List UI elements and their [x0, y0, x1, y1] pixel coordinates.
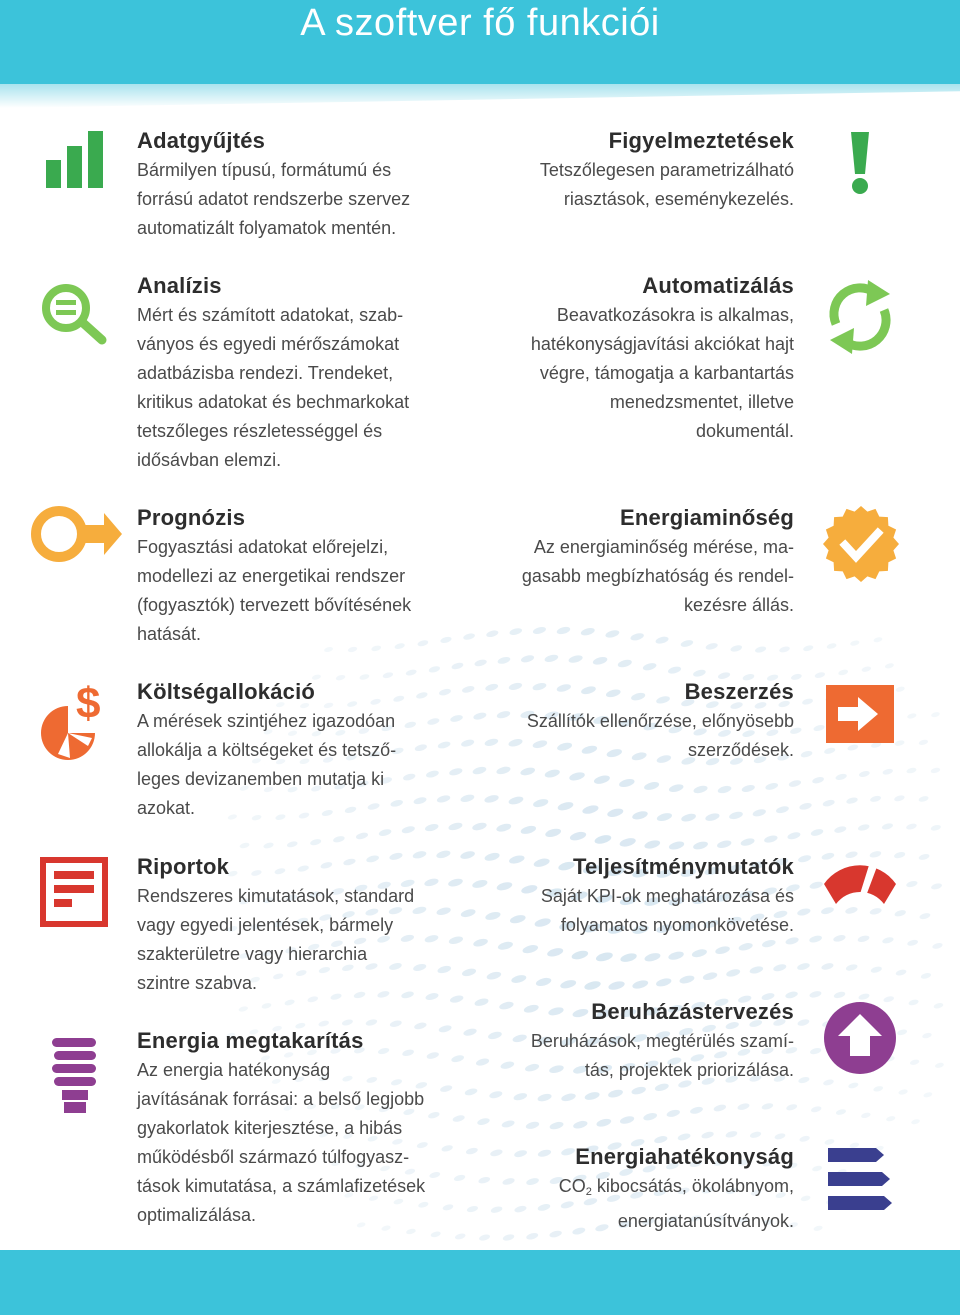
feature-title: Energiaminőség — [620, 505, 794, 530]
page-title: A szoftver fő funkciói — [300, 2, 660, 44]
header-banner-shadow — [0, 84, 960, 108]
forecast-arrow-icon — [28, 503, 124, 565]
feature-beruhazastervezes — [450, 997, 794, 1085]
quality-badge-check-icon — [822, 505, 900, 583]
feature-title: Energiahatékonyság — [575, 1144, 794, 1169]
feature-automatizalas — [450, 271, 794, 446]
refresh-cycle-icon — [822, 278, 898, 356]
feature-title: Energia megtakarítás — [137, 1028, 364, 1053]
feature-text: Mért és számított adatokat, szab- ványos és egyedi mérőszámokat adatbázisba rendezi. Trendeket, kritikus adatokat és bechmarkokat tetszőleges részletességgel és idősávban elemzi. — [137, 305, 410, 470]
feature-title: Prognózis — [137, 505, 246, 530]
magnifier-icon — [40, 282, 108, 346]
feature-text: Saját KPI-ok meghatározása és folyamatos nyomonkövetése. — [540, 886, 794, 935]
feature-text: Szállítók ellenőrzése, előnyösebb szerződések. — [526, 711, 794, 760]
feature-beszerzes — [450, 677, 794, 765]
upload-arrow-circle-icon — [822, 1000, 898, 1076]
feature-text: Az energia hatékonyság javításának forrásai: a belső legjobb gyakorlatok kiterjesztése, a hibás működésből származó túlfogyasz- tások kimutatása, a számlafizetések optimalizálása. — [137, 1060, 426, 1225]
gauge-icon — [820, 858, 900, 906]
report-document-icon — [40, 857, 108, 927]
feature-text: Bármilyen típusú, formátumú és forrású adatot rendszerbe szervez automatizált folyamatok mentén. — [137, 160, 411, 238]
feature-prognozis — [137, 503, 467, 649]
feature-text: Rendszeres kimutatások, standard vagy egyedi jelentések, bármely szakterületre vagy hierarchia szintre szabva. — [137, 886, 415, 993]
exclamation-icon — [845, 128, 875, 198]
feature-text: Beavatkozásokra is alkalmas, hatékonyságjavítási akciókat hajt végre, támogatja a karbantartás menedzsmentet, illetve dokumentál. — [530, 305, 794, 441]
feature-text — [450, 1172, 794, 1236]
feature-energiahatekonysag — [450, 1142, 794, 1236]
feature-teljesitmenymutatok — [450, 852, 794, 940]
feature-text-rest: kibocsátás, ökolábnyom, energiatanúsítványok. — [596, 1176, 794, 1231]
feature-energia-megtakaritas — [137, 1026, 467, 1230]
feature-title: Beszerzés — [684, 679, 794, 704]
feature-text: Fogyasztási adatokat előrejelzi, modellezi az energetikai rendszer (fogyasztók) tervezett bővítésének hatását. — [137, 537, 412, 644]
feature-title: Költségallokáció — [137, 679, 316, 704]
feature-text: Az energiaminőség mérése, ma- gasabb megbízhatóság és rendel- kezésre állás. — [521, 537, 794, 615]
feature-adatgyujtes — [137, 126, 467, 243]
feature-title: Analízis — [137, 273, 222, 298]
feature-title: Riportok — [137, 854, 230, 879]
feature-title: Teljesítménymutatók — [572, 854, 794, 879]
feature-title: Figyelmeztetések — [608, 128, 794, 153]
feature-text: Tetszőlegesen parametrizálható riasztások, eseménykezelés. — [539, 160, 794, 209]
footer-banner — [0, 1250, 960, 1315]
co2-text: CO — [558, 1176, 586, 1196]
efficiency-arrows-icon — [826, 1146, 894, 1214]
feature-energiaminoseg — [450, 503, 794, 620]
feature-text: Beruházások, megtérülés szamí- tás, projektek priorizálása. — [530, 1031, 794, 1080]
co2-subscript: 2 — [585, 1186, 592, 1198]
feature-figyelmeztetesek — [450, 126, 794, 214]
cost-pie-dollar-icon — [40, 680, 110, 762]
svg-text:$: $ — [76, 680, 101, 728]
feature-riportok — [137, 852, 467, 998]
feature-koltsegallokacio — [137, 677, 467, 823]
feature-title: Beruházástervezés — [591, 999, 794, 1024]
feature-title: Automatizálás — [642, 273, 794, 298]
feature-text: A mérések szintjéhez igazodóan allokálja a költségeket és tetsző- leges devizanemben mutatja ki azokat. — [137, 711, 397, 818]
feature-analizis — [137, 271, 467, 475]
energy-saving-bulb-icon — [50, 1034, 100, 1116]
feature-title: Adatgyűjtés — [137, 128, 266, 153]
bar-chart-icon — [44, 128, 106, 190]
procurement-arrow-icon — [824, 683, 896, 745]
